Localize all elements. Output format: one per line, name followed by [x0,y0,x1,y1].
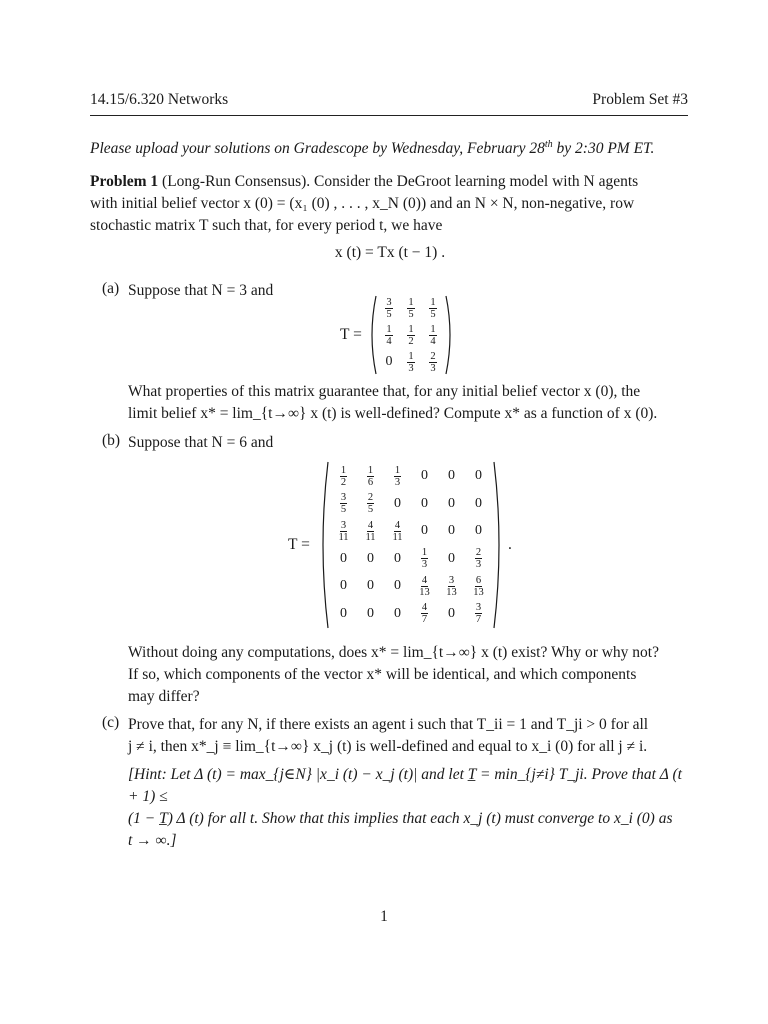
matrix-entry: 0 [340,605,347,621]
matrix-entry: $\frac{2}{5}$ [367,492,374,516]
matrix-entry: $\frac{1}{3}$ [394,464,401,488]
matrix-entry: 0 [367,605,374,621]
matrix-entry: $\frac{3}{5}$ [340,492,347,516]
matrix-entry: $\frac{2}{3}$ [430,350,436,374]
matrix-entry: 0 [448,523,455,539]
matrix-a-label: T = [340,326,362,343]
part-b-setup: Suppose that N = 6 and [128,434,274,451]
problem-1-statement: Problem 1 (Long-Run Consensus). Consider the DeGroot learning model with N agents with initial belief vector x (0) = (x₁ (0) , . . . , x_N (0)) and an N × N, non-negative, row stochastic matrix T such that, for every period t, we have [90,173,639,234]
matrix-b [318,460,504,630]
matrix-entry: 0 [340,578,347,594]
matrix-entry: 0 [385,354,393,369]
matrix-b-period: . [508,536,512,553]
matrix-entry: $\frac{3}{13}$ [446,574,457,598]
submission-instructions: Please upload your solutions on Gradescope by Wednesday, February 28th by 2:30 PM ET. [90,138,655,157]
header-rule [90,115,688,116]
matrix-entry: 0 [394,495,401,511]
page-number: 1 [380,908,388,925]
matrix-entry: $\frac{4}{11}$ [365,519,376,543]
part-b-question: Without doing any computations, does x* = lim_{t→∞} x (t) exist? Why or why not? If so, which components of the vector x* will be identical, and which components may differ? [128,644,659,705]
problem-label: Problem 1 [90,173,159,190]
matrix-entry: $\frac{4}{7}$ [421,602,428,626]
matrix-entry: $\frac{1}{3}$ [408,350,414,374]
course-header: 14.15/6.320 Networks [90,91,229,108]
matrix-a [366,294,456,376]
matrix-entry: $\frac{2}{3}$ [475,547,482,571]
matrix-entry: $\frac{3}{7}$ [475,602,482,626]
part-a-setup: Suppose that N = 3 and [128,282,274,299]
matrix-entry: 0 [394,550,401,566]
matrix-entry: 0 [367,578,374,594]
matrix-entry: $\frac{1}{5}$ [408,296,414,320]
part-a-label: (a) [102,280,120,297]
matrix-entry: 0 [448,495,455,511]
matrix-entry: $\frac{1}{2}$ [340,464,347,488]
right-paren [492,460,504,630]
left-paren [318,460,330,630]
part-c-hint: [Hint: Let Δ (t) = max_{j∈N} |x_i (t) − x_j (t)| and let T̲ = min_{j≠i} T_ji. Prove that Δ (t + 1) ≤ (1 − T̲) Δ (t) for all t. Show that this implies that each x_j (t) must converge to x_i (0) as t → ∞.] [128,766,682,849]
right-paren [444,294,456,376]
matrix-entry: 0 [367,550,374,566]
matrix-entry: $\frac{3}{5}$ [386,296,392,320]
matrix-entry: 0 [394,578,401,594]
matrix-entry: 0 [340,550,347,566]
matrix-entry: 0 [421,523,428,539]
matrix-entry: $\frac{1}{4}$ [430,323,436,347]
matrix-entry: 0 [475,495,482,511]
matrix-entry: 0 [448,468,455,484]
part-c-question: Prove that, for any N, if there exists an agent i such that T_ii = 1 and T_ji > 0 for all j ≠ i, then x*_j ≡ lim_{t→∞} x_j (t) is well-defined and equal to x_i (0) for all j ≠ i. [128,716,649,755]
update-equation: x (t) = Tx (t − 1) . [334,244,446,261]
matrix-entry: $\frac{1}{6}$ [367,464,374,488]
matrix-entry: $\frac{4}{11}$ [392,519,403,543]
part-b-label: (b) [102,432,121,449]
matrix-entry: 0 [475,468,482,484]
matrix-entry: $\frac{4}{13}$ [419,574,430,598]
matrix-entry: $\frac{1}{3}$ [421,547,428,571]
matrix-entry: 0 [421,468,428,484]
matrix-entry: 0 [448,605,455,621]
matrix-entry: 0 [475,523,482,539]
matrix-entry: $\frac{6}{13}$ [473,574,484,598]
matrix-entry: 0 [394,605,401,621]
part-a-question: What properties of this matrix guarantee that, for any initial belief vector x (0), the limit belief x* = lim_{t→∞} x (t) is well-defined? Compute x* as a function of x (0). [128,383,658,422]
matrix-entry: 0 [448,550,455,566]
part-c-label: (c) [102,714,120,731]
matrix-entry: $\frac{1}{4}$ [386,323,392,347]
left-paren [366,294,378,376]
problem-set-header: Problem Set #3 [592,91,688,108]
matrix-entry: $\frac{1}{2}$ [408,323,414,347]
matrix-entry: $\frac{1}{5}$ [430,296,436,320]
matrix-b-label: T = [288,536,310,553]
matrix-entry: 0 [421,495,428,511]
matrix-entry: $\frac{3}{11}$ [338,519,349,543]
